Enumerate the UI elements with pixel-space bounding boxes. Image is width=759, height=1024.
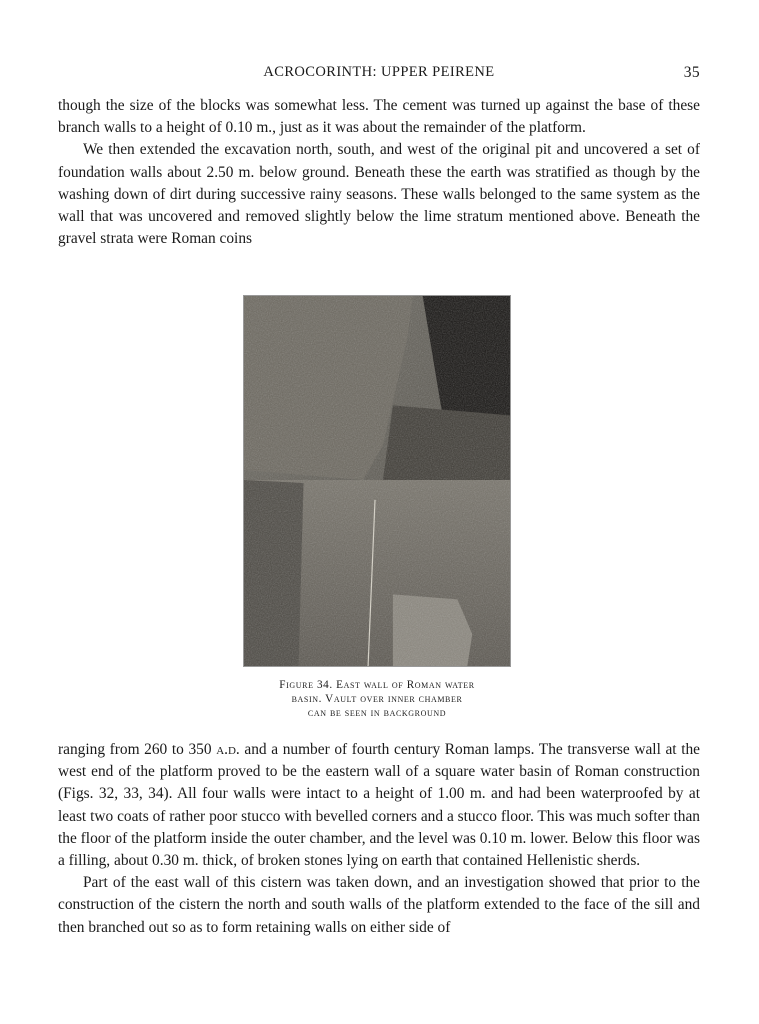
photo-grain: [244, 296, 510, 666]
figure-photograph: [243, 295, 511, 667]
running-title: ACROCORINTH: UPPER PEIRENE: [263, 64, 495, 80]
running-head: [58, 64, 700, 84]
photo-illustration: [244, 296, 510, 666]
bottom-text-block: [58, 739, 700, 939]
paragraph-east-wall: Part of the east wall of this cistern was taken down, and an investigation showed that prior to the construction of the cistern the north and south walls of the platform extended to the face of the sill and then branched out so as to form retaining walls on either side of: [58, 874, 700, 936]
top-text-block: [58, 95, 700, 250]
caption-line-2: basin. Vault over inner chamber: [291, 693, 463, 705]
paragraph-water-basin: [58, 739, 700, 872]
paragraph-excavation: We then extended the excavation north, south, and west of the original pit and uncovered a set of foundation walls about 2.50 m. below ground. Beneath these the earth was stratified as though by the washing down of dirt during successive rainy seasons. These walls belonged to the same system as the wall that was uncovered and removed slightly below the lime stratum mentioned above. Beneath the gravel strata were Roman coins: [58, 141, 700, 248]
caption-line-3: can be seen in background: [307, 707, 447, 719]
paragraph-continued: though the size of the blocks was somewhat less. The cement was turned up against the base of these branch walls to a height of 0.10 m., just as it was about the remainder of the platform.: [58, 97, 700, 137]
era-abbreviation: a.d.: [216, 741, 240, 758]
figure-caption: [243, 678, 511, 720]
caption-line-1: Figure 34. East wall of Roman water: [279, 679, 475, 691]
text-before-ad: ranging from 260 to 350: [58, 741, 217, 758]
text-after-ad: and a number of fourth century Roman lamps. The transverse wall at the west end of the platform proved to be the eastern wall of a square water basin of Roman construction (Figs. 32, 33, 34). All four walls were intact to a height of 1.00 m. and had been waterproofed by at least two coats of rather poor stucco with bevelled corners and a stucco floor. This was much softer than the floor of the platform inside the outer chamber, and the level was 0.10 m. lower. Below this floor was a filling, about 0.30 m. thick, of broken stones lying on earth that contained Hellenistic sherds.: [58, 741, 701, 870]
page-number: 35: [683, 64, 700, 81]
